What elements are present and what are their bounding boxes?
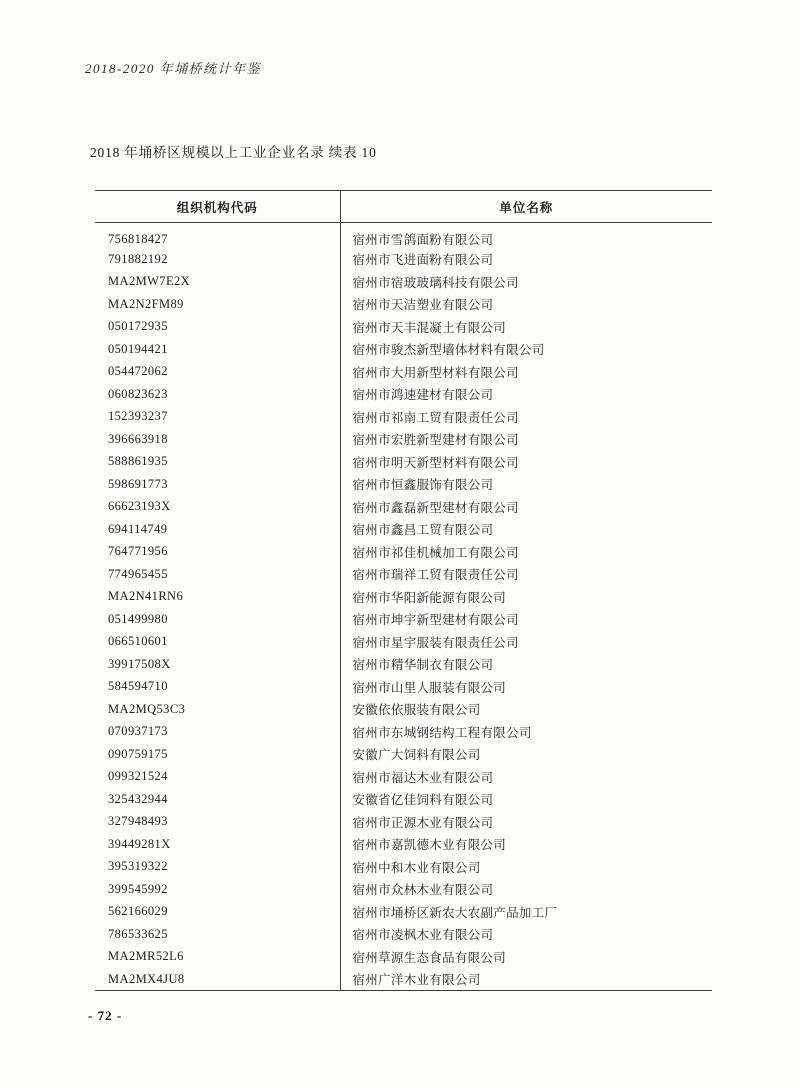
table-row [95,766,712,789]
org-code-cell: 598691773 [95,473,340,496]
table-row [95,856,712,879]
org-code-cell: 584594710 [95,676,340,699]
table-row [95,293,712,316]
page-number: - 72 - [88,1008,123,1023]
table-row [95,316,712,339]
table-row [95,248,712,271]
table-row [95,473,712,496]
unit-name-cell: 宿州中和木业有限公司 [352,860,481,875]
unit-name-cell: 宿州市凌枫木业有限公司 [352,928,494,943]
company-table [95,190,712,991]
unit-name-cell: 宿州市精华制衣有限公司 [352,658,494,673]
table-row [95,968,712,991]
org-code-cell: 070937173 [95,721,340,744]
table-row [95,698,712,721]
org-code-cell: 090759175 [95,743,340,766]
unit-name-cell: 安徽依依服装有限公司 [352,703,481,718]
unit-name-cell: 宿州市正源木业有限公司 [352,815,494,830]
unit-name-cell: 宿州市鸿速建材有限公司 [352,388,494,403]
unit-name-cell: 宿州市众林木业有限公司 [352,883,494,898]
org-code-cell: 588861935 [95,451,340,474]
unit-name-cell: 宿州市天洁塑业有限公司 [352,298,494,313]
unit-name-cell: 宿州市恒鑫服饰有限公司 [352,478,494,493]
table-row [95,223,712,249]
org-code-cell: MA2MQ53C3 [95,698,340,721]
org-code-cell: MA2MW7E2X [95,271,340,294]
unit-name-cell: 宿州市祁佳机械加工有限公司 [352,545,519,560]
org-code-cell: 791882192 [95,248,340,271]
org-code-cell: MA2N2FM89 [95,293,340,316]
unit-name-cell: 宿州市飞进面粉有限公司 [352,253,494,268]
table-row [95,428,712,451]
org-code-cell: 694114749 [95,518,340,541]
unit-name-cell: 宿州市明天新型材料有限公司 [352,455,519,470]
org-code-cell: 786533625 [95,923,340,946]
unit-name-cell: 宿州广洋木业有限公司 [352,973,481,987]
table-body [95,223,712,991]
table-row [95,406,712,429]
unit-name-cell: 宿州市瑞祥工贸有限责任公司 [352,568,519,583]
table-row [95,743,712,766]
org-code-cell: 152393237 [95,406,340,429]
page-title: 2018 年埇桥区规模以上工业企业名录 续表 10 [90,145,377,160]
table-row [95,811,712,834]
table-row [95,676,712,699]
table-row [95,541,712,564]
org-code-cell: 39449281X [95,833,340,856]
unit-name-cell: 宿州市宿玻玻璃科技有限公司 [352,275,519,290]
table-row [95,271,712,294]
org-code-cell: MA2MX4JU8 [95,968,340,991]
table-row [95,338,712,361]
org-code-cell: 395319322 [95,856,340,879]
org-code-cell: 764771956 [95,541,340,564]
org-code-cell: 774965455 [95,563,340,586]
table-row [95,721,712,744]
unit-name-cell: 宿州市山里人服装有限公司 [352,680,507,695]
org-code-cell: 39917508X [95,653,340,676]
org-code-cell: 325432944 [95,788,340,811]
unit-name-cell: 宿州草源生态食品有限公司 [352,950,507,965]
table-row [95,608,712,631]
table-row [95,631,712,654]
unit-name-cell: 安徽省亿佳饲料有限公司 [352,793,494,808]
org-code-cell: 562166029 [95,901,340,924]
unit-name-cell: 宿州市福达木业有限公司 [352,770,494,785]
unit-name-cell: 宿州市坤宇新型建材有限公司 [352,613,519,628]
org-code-cell: 051499980 [95,608,340,631]
org-code-cell: 054472062 [95,361,340,384]
org-code-cell: 756818427 [95,223,340,249]
unit-name-cell: 宿州市祁南工贸有限责任公司 [352,410,519,425]
unit-name-cell: 宿州市骏杰新型墙体材料有限公司 [352,343,545,358]
table-row [95,361,712,384]
table-row [95,901,712,924]
unit-name-cell: 宿州市华阳新能源有限公司 [352,590,507,605]
org-code-cell: 327948493 [95,811,340,834]
unit-name-cell: 宿州市星宇服装有限责任公司 [352,635,519,650]
table-row [95,788,712,811]
org-code-cell: 050172935 [95,316,340,339]
column-header-unit-name: 单位名称 [340,191,712,223]
org-code-cell: 396663918 [95,428,340,451]
table-row [95,586,712,609]
org-code-cell: 399545992 [95,878,340,901]
table-row [95,383,712,406]
org-code-cell: 050194421 [95,338,340,361]
unit-name-cell: 宿州市鑫昌工贸有限公司 [352,523,494,538]
unit-name-cell: 安徽广大饲料有限公司 [352,748,481,763]
table-row [95,451,712,474]
unit-name-cell: 宿州市鑫磊新型建材有限公司 [352,500,519,515]
table-header-row [95,191,712,223]
table-row [95,833,712,856]
unit-name-cell: 宿州市天丰混凝土有限公司 [352,320,507,335]
unit-name-cell: 宿州市雪鸽面粉有限公司 [352,233,494,247]
org-code-cell: 099321524 [95,766,340,789]
yearbook-header: 2018-2020 年埇桥统计年鉴 [85,61,262,76]
table-row [95,653,712,676]
unit-name-cell: 宿州市宏胜新型建材有限公司 [352,433,519,448]
table-row [95,563,712,586]
unit-name-cell: 宿州市大用新型材料有限公司 [352,365,519,380]
column-header-org-code: 组织机构代码 [95,191,340,223]
unit-name-cell: 宿州市东城钢结构工程有限公司 [352,725,532,740]
org-code-cell: MA2MR52L6 [95,946,340,969]
table-row [95,496,712,519]
table-row [95,878,712,901]
table-row [95,518,712,541]
org-code-cell: 066510601 [95,631,340,654]
org-code-cell: MA2N41RN6 [95,586,340,609]
company-table-container [95,190,712,991]
table-row [95,923,712,946]
org-code-cell: 060823623 [95,383,340,406]
table-row [95,946,712,969]
unit-name-cell: 宿州市埇桥区新农大农副产品加工厂 [352,905,558,920]
org-code-cell: 66623193X [95,496,340,519]
unit-name-cell: 宿州市嘉凯德木业有限公司 [352,838,507,853]
